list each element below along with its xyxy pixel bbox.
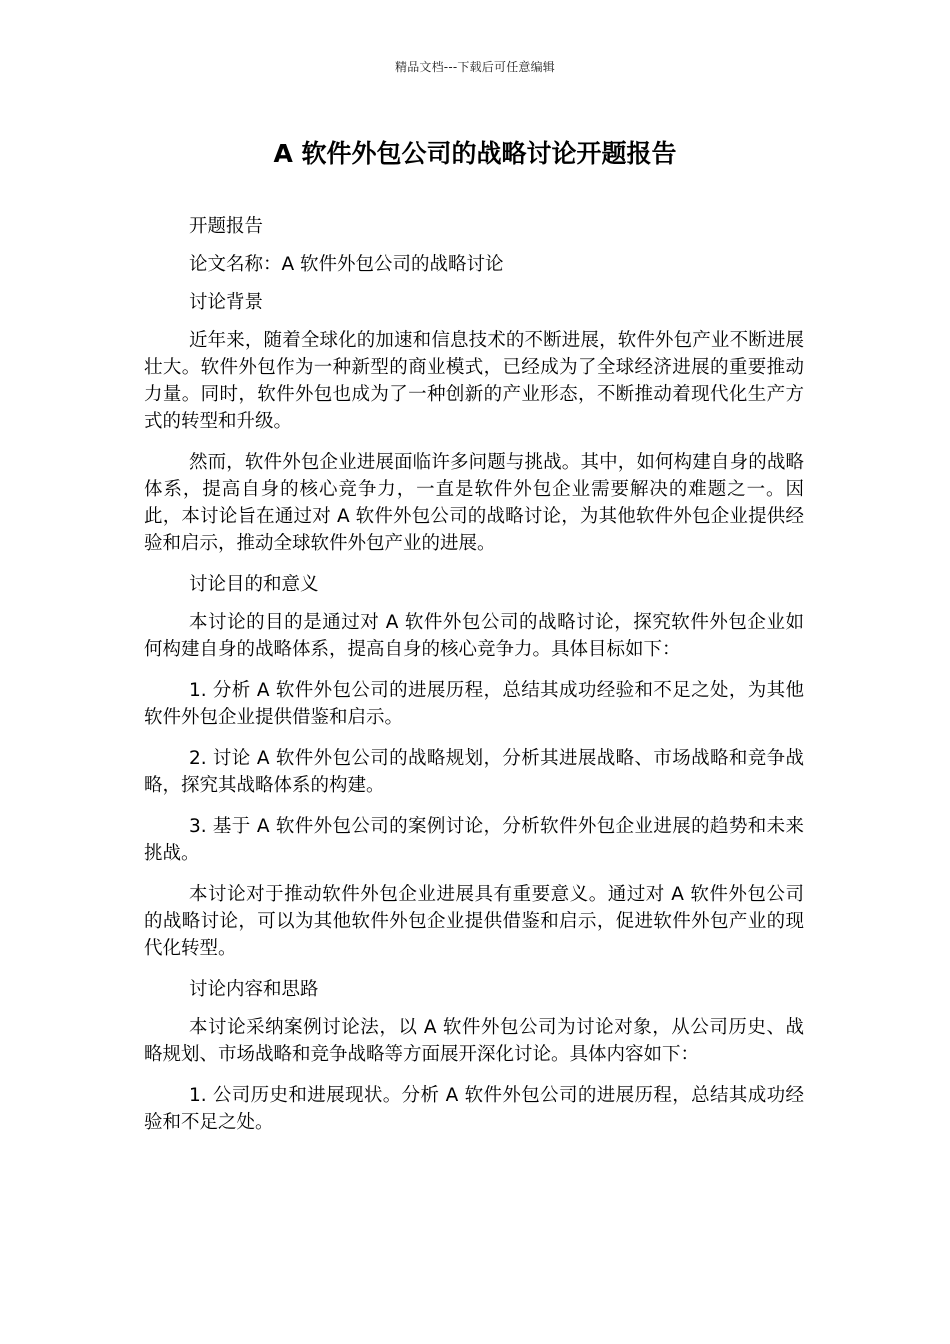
- section-heading-purpose: 讨论目的和意义: [189, 574, 319, 595]
- list-item: 3. 基于 A 软件外包公司的案例讨论，分析软件外包企业进展的趋势和未来挑战。: [144, 816, 804, 864]
- list-item: 2. 讨论 A 软件外包公司的战略规划，分析其进展战略、市场战略和竞争战略，探究其战略体系的构建。: [144, 748, 804, 796]
- list-item: 1. 公司历史和进展现状。分析 A 软件外包公司的进展历程，总结其成功经验和不足之处。: [144, 1085, 804, 1133]
- page-header-note: 精品文档---下载后可任意编辑: [395, 60, 555, 74]
- section-heading-background: 讨论背景: [189, 292, 264, 313]
- list-item: 1. 分析 A 软件外包公司的进展历程，总结其成功经验和不足之处，为其他软件外包企业提供借鉴和启示。: [144, 680, 804, 728]
- body-paragraph: 近年来，随着全球化的加速和信息技术的不断进展，软件外包产业不断进展壮大。软件外包作为一种新型的商业模式，已经成为了全球经济进展的重要推动力量。同时，软件外包也成为了一种创新的产业形态，不断推动着现代化生产方式的转型和升级。: [144, 330, 804, 432]
- body-paragraph: 本讨论对于推动软件外包企业进展具有重要意义。通过对 A 软件外包公司的战略讨论，可以为其他软件外包企业提供借鉴和启示，促进软件外包产业的现代化转型。: [144, 884, 804, 959]
- document-title: A 软件外包公司的战略讨论开题报告: [273, 139, 677, 168]
- body-paragraph: 然而，软件外包企业进展面临许多问题与挑战。其中，如何构建自身的战略体系，提高自身的核心竞争力，一直是软件外包企业需要解决的难题之一。因此，本讨论旨在通过对 A 软件外包公司的战略讨论，为其他软件外包企业提供经验和启示，推动全球软件外包产业的进展。: [144, 452, 804, 554]
- section-heading-content: 讨论内容和思路: [189, 979, 319, 1000]
- document-body: [144, 213, 804, 1150]
- section-label: 开题报告: [189, 216, 264, 237]
- thesis-name: 论文名称：A 软件外包公司的战略讨论: [189, 254, 504, 275]
- body-paragraph: 本讨论的目的是通过对 A 软件外包公司的战略讨论，探究软件外包企业如何构建自身的战略体系，提高自身的核心竞争力。具体目标如下：: [144, 612, 804, 660]
- body-paragraph: 本讨论采纳案例讨论法，以 A 软件外包公司为讨论对象，从公司历史、战略规划、市场战略和竞争战略等方面展开深化讨论。具体内容如下：: [144, 1017, 804, 1065]
